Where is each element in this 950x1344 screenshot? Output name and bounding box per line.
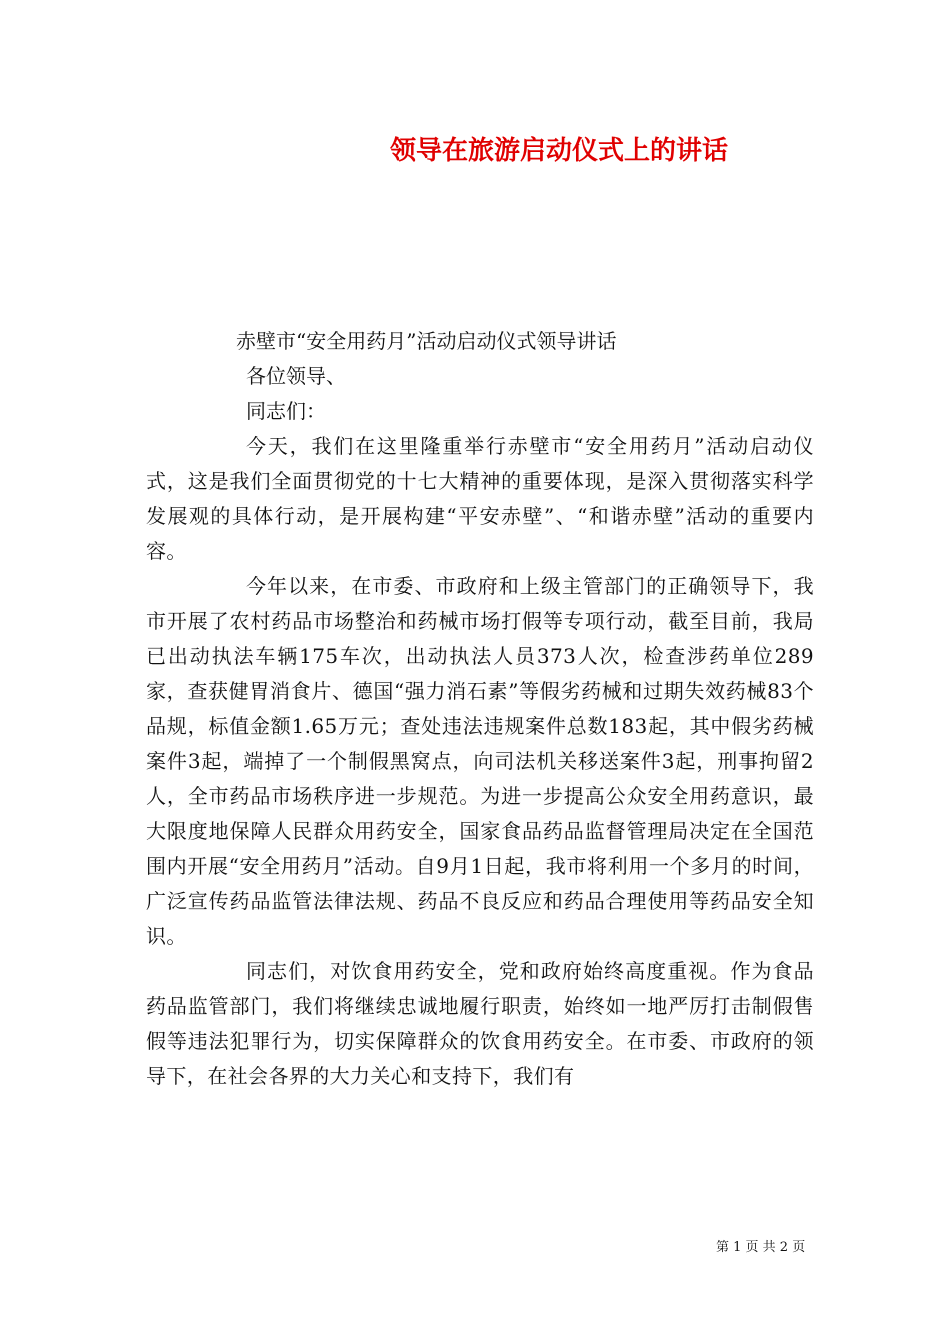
- salutation-comrades: 同志们：: [246, 399, 326, 423]
- speech-subtitle: 赤壁市“安全用药月”活动启动仪式领导讲话: [236, 329, 617, 353]
- paragraph-commitment: 同志们，对饮食用药安全，党和政府始终高度重视。作为食品药品监管部门，我们将继续忠诚地履行职责，始终如一地严厉打击制假售假等违法犯罪行为，切实保障群众的饮食用药安全。在市委、市政府的领导下，在社会各界的大力关心和支持下，我们有: [146, 959, 814, 1088]
- document-title: 领导在旅游启动仪式上的讲话: [390, 136, 729, 166]
- paragraph-opening: 今天，我们在这里隆重举行赤壁市“安全用药月”活动启动仪式，这是我们全面贯彻党的十七大精神的重要体现，是深入贯彻落实科学发展观的具体行动，是开展构建“平安赤壁”、“和谐赤壁”活动的重要内容。: [146, 434, 814, 563]
- paragraph-achievements: 今年以来，在市委、市政府和上级主管部门的正确领导下，我市开展了农村药品市场整治和药械市场打假等专项行动，截至目前，我局已出动执法车辆175车次，出动执法人员373人次，检查涉药单位289家，查获健胃消食片、德国“强力消石素”等假劣药械和过期失效药械83个品规，标值金额1.65万元；查处违法违规案件总数183起，其中假劣药械案件3起，端掉了一个制假黑窝点，向司法机关移送案件3起，刑事拘留2人，全市药品市场秩序进一步规范。为进一步提高公众安全用药意识，最大限度地保障人民群众用药安全，国家食品药品监督管理局决定在全国范围内开展“安全用药月”活动。自9月1日起，我市将利用一个多月的时间，广泛宣传药品监管法律法规、药品不良反应和药品合理使用等药品安全知识。: [146, 574, 814, 948]
- document-body: [146, 324, 814, 1094]
- page-number-footer: 第 1 页 共 2 页: [716, 1240, 806, 1255]
- salutation-leaders: 各位领导、: [246, 364, 346, 388]
